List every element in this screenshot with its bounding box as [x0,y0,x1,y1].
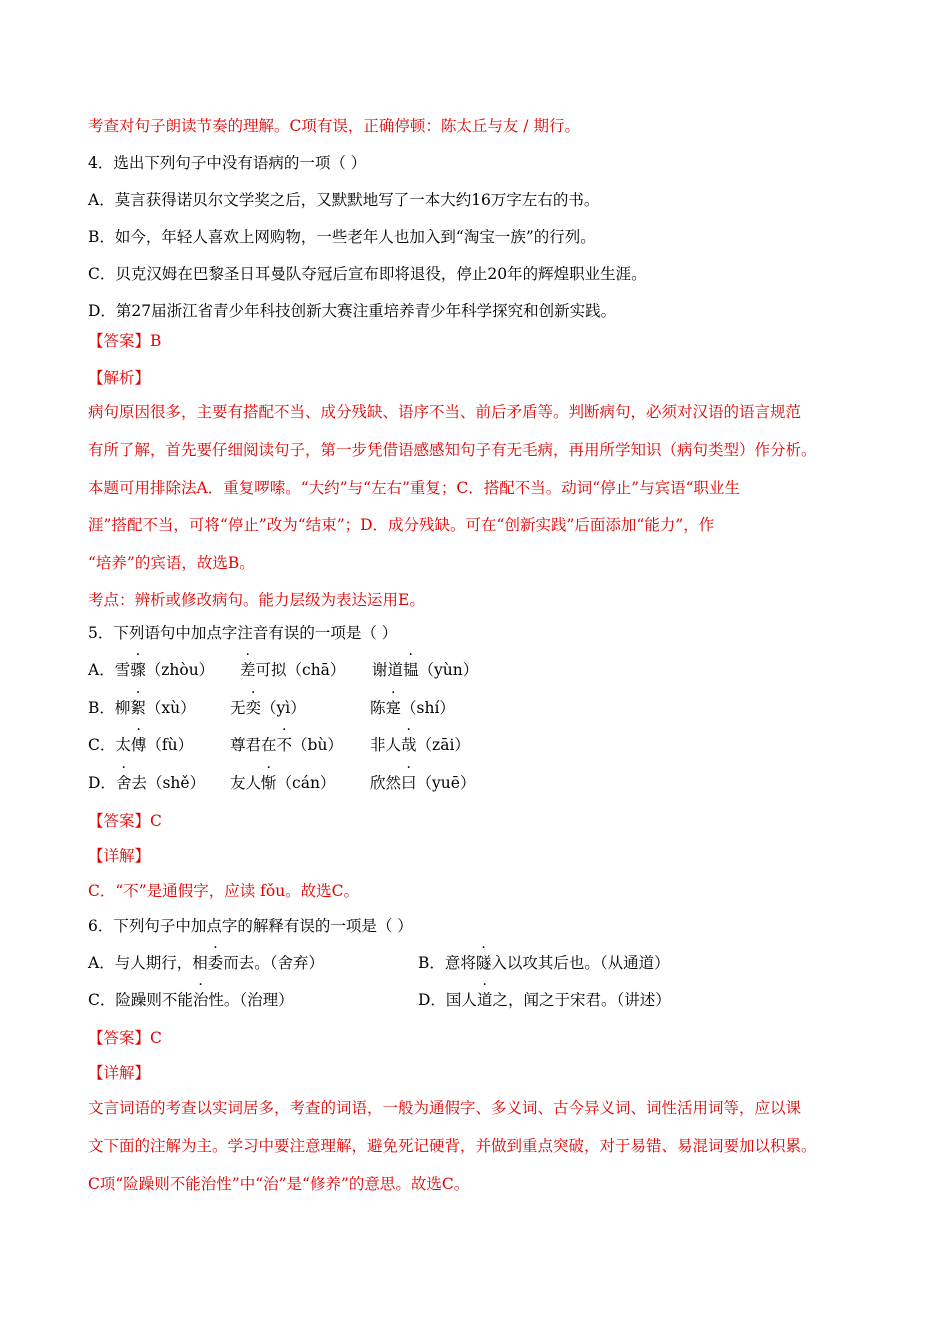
q6-option-d: D．国人道之，闻之于宋君。（讲述） [418,991,671,1009]
q4-consideration: 考点：辨析或修改病句。能力层级为表达运用E。 [88,591,425,609]
q5-option-b-col1: B．柳絮（xù） [88,699,196,717]
q5-answer: 【答案】C [88,812,162,830]
q5-option-d-col2: 友人惭（cán） [230,774,336,792]
q5-option-b-col2: 无奕（yì） [230,699,306,717]
q5-option-c-col1: C．太傅（fù） [88,736,194,754]
q6-option-b: B．意将隧入以攻其后也。（从通道） [418,954,670,972]
q4-option-b: B．如今，年轻人喜欢上网购物，一些老年人也加入到“淘宝一族”的行列。 [88,228,596,246]
q4-option-d: D．第27届浙江省青少年科技创新大赛注重培养青少年科学探究和创新实践。 [88,302,617,320]
q4-analysis-label: 【解析】 [88,369,151,387]
q6-detail-line: 文下面的注解为主。学习中要注意理解，避免死记硬背，并做到重点突破，对于易错、易混词要加以积累。 [88,1137,817,1155]
q5-detail-label: 【详解】 [88,847,151,865]
q4-answer: 【答案】B [88,332,162,350]
q4-option-c: C．贝克汉姆在巴黎圣日耳曼队夺冠后宣布即将退役，停止20年的辉煌职业生涯。 [88,265,647,283]
q6-option-c: C．险躁则不能治性。（治理） [88,991,294,1009]
q5-option-a-col3: 谢道韫（yùn） [372,661,479,679]
q5-option-b-col3: 陈寔（shí） [370,699,455,717]
q5-option-c-col3: 非人哉（zāi） [370,736,470,754]
q5-option-d-col1: D．舍去（shě） [88,774,206,792]
intro-text: 考查对句子朗读节奏的理解。C项有误，正确停顿：陈太丘与友 / 期行。 [88,117,580,135]
q5-option-a-col2: 差可拟（chā） [240,661,346,679]
q5-option-c-col2: 尊君在不（bù） [230,736,343,754]
q5-stem: 5．下列语句中加点字注音有误的一项是（ ） [88,624,398,642]
q5-option-a-col1: A．雪骤（zhòu） [88,661,215,679]
q6-detail-line: C项“险躁则不能治性”中“治”是“修养”的意思。故选C。 [88,1175,470,1193]
q4-stem: 4．选出下列句子中没有语病的一项（ ） [88,154,367,172]
q4-analysis-line: “培养”的宾语，故选B。 [88,554,255,572]
q6-option-a: A．与人期行，相委而去。（舍弃） [88,954,324,972]
q6-answer: 【答案】C [88,1029,162,1047]
q4-option-a: A．莫言获得诺贝尔文学奖之后，又默默地写了一本大约16万字左右的书。 [88,191,600,209]
q5-detail: C．“不”是通假字，应读 fǒu。故选C。 [88,882,360,900]
q5-option-d-col3: 欣然曰（yuē） [370,774,476,792]
q6-detail-line: 文言词语的考查以实词居多，考查的词语，一般为通假字、多义词、古今异义词、词性活用词等，应以课 [88,1099,802,1117]
q4-analysis-line: 病句原因很多，主要有搭配不当、成分残缺、语序不当、前后矛盾等。判断病句，必须对汉语的语言规范 [88,403,802,421]
q4-analysis-line: 有所了解，首先要仔细阅读句子，第一步凭借语感感知句子有无毛病，再用所学知识（病句类型）作分析。 [88,441,817,459]
q6-stem: 6．下列句子中加点字的解释有误的一项是（ ） [88,917,413,935]
q4-analysis-line: 本题可用排除法A．重复啰嗦。“大约”与“左右”重复；C．搭配不当。动词“停止”与宾语“职业生 [88,479,741,497]
q6-detail-label: 【详解】 [88,1064,151,1082]
q4-analysis-line: 涯”搭配不当，可将“停止”改为“结束”；D．成分残缺。可在“创新实践”后面添加“能力”，作 [88,516,715,534]
